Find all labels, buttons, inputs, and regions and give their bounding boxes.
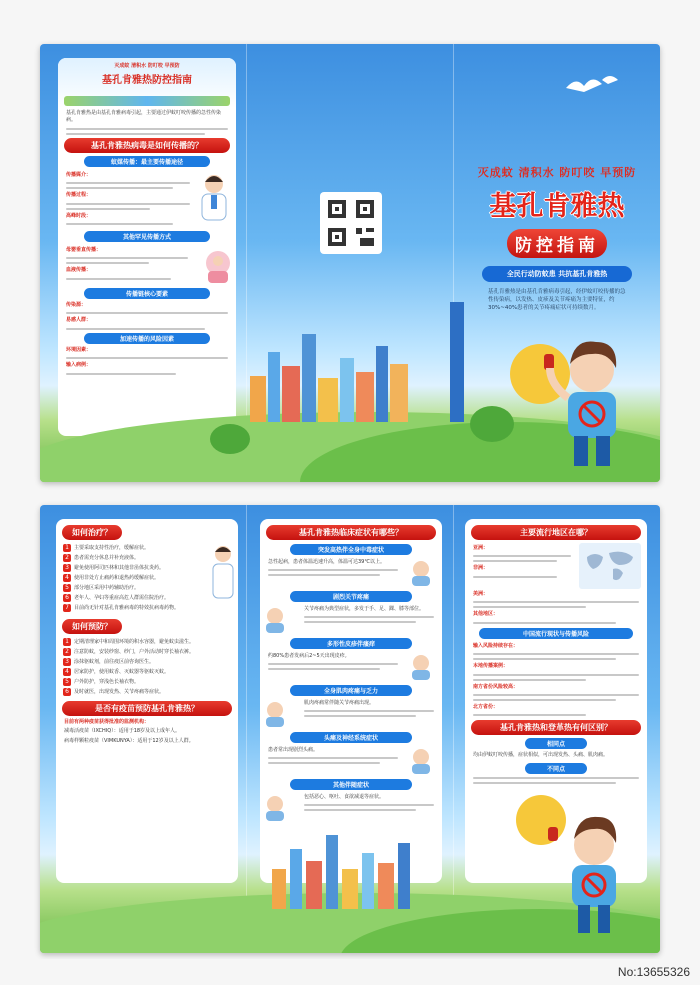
building bbox=[290, 849, 302, 909]
vaccine-item: 病毒样颗粒疫苗（VIMKUNYA）：适用于12岁及以上人群。 bbox=[64, 737, 194, 744]
text-with-figure bbox=[58, 170, 236, 228]
sub-heading: 其他罕见传播方式 bbox=[84, 231, 210, 242]
symptom-text: 患者常出现剧烈头痛。 bbox=[268, 747, 319, 753]
term-label: 环境因素： bbox=[66, 346, 92, 353]
term-label: 传染源： bbox=[66, 302, 87, 309]
treatment-list bbox=[56, 542, 208, 614]
world-map-illustration bbox=[579, 543, 641, 589]
symptom-text: 急性起病，患者体温迅速升高，体温可达39℃以上。 bbox=[268, 559, 385, 565]
patient-illustration bbox=[406, 745, 436, 775]
building bbox=[398, 843, 410, 909]
term-label: 传播媒介： bbox=[66, 171, 92, 178]
numbered-item bbox=[63, 594, 201, 602]
patient-illustration bbox=[260, 792, 290, 822]
numbered-item bbox=[63, 604, 201, 612]
term-label: 亚洲： bbox=[473, 545, 489, 551]
symptom-row bbox=[260, 557, 442, 587]
doctor-illustration bbox=[192, 170, 236, 224]
numbered-item bbox=[63, 648, 231, 656]
cover-content bbox=[472, 164, 642, 312]
doctor-illustration bbox=[208, 542, 238, 602]
building bbox=[376, 346, 388, 422]
building bbox=[318, 378, 338, 422]
dove-illustration bbox=[562, 70, 622, 106]
section-heading: 如何治疗？ bbox=[62, 525, 122, 540]
cover-tagline: 全民行动防蚊患 共抗基孔肯雅热 bbox=[482, 266, 632, 282]
symptom-row bbox=[260, 792, 442, 822]
mother-baby-illustration bbox=[196, 245, 236, 285]
term-label: 南方省份风险较高： bbox=[473, 683, 519, 690]
symptom-text: 关节疼痛为典型症状，多发于手、足、踝、膝等部位。 bbox=[304, 606, 425, 612]
term-label: 其他地区： bbox=[473, 611, 499, 618]
item-number: 2 bbox=[63, 554, 71, 562]
patient-illustration bbox=[406, 651, 436, 681]
section-heading: 基孔肯雅热病毒是如何传播的？ bbox=[64, 138, 230, 153]
fold-line bbox=[246, 505, 247, 953]
patient-illustration bbox=[260, 698, 290, 728]
prevention-list bbox=[56, 638, 238, 696]
item-number: 1 bbox=[63, 638, 71, 646]
sub-heading: 蚊媒传播：最主要传播途径 bbox=[84, 156, 210, 167]
building bbox=[356, 372, 374, 422]
section-heading: 基孔肯雅热和登革热有何区别？ bbox=[471, 720, 641, 735]
building bbox=[342, 869, 358, 909]
section-heading: 是否有疫苗预防基孔肯雅热？ bbox=[62, 701, 232, 716]
building bbox=[326, 835, 338, 909]
comparison-text: 均由伊蚊叮咬传播，症状相似，可出现发热、头痛、肌肉痛。 bbox=[473, 752, 609, 759]
numbered-item bbox=[63, 688, 231, 696]
numbered-item bbox=[63, 584, 201, 592]
item-number: 6 bbox=[63, 688, 71, 696]
building bbox=[378, 863, 394, 909]
symptom-row bbox=[260, 604, 442, 634]
numbered-item bbox=[63, 574, 201, 582]
sub-heading: 传播链核心要素 bbox=[84, 288, 210, 299]
building bbox=[340, 358, 354, 422]
term-label: 输入风险持续存在： bbox=[473, 642, 519, 649]
item-text: 及时就医，出现发热、关节疼痛等症状。 bbox=[74, 688, 165, 695]
item-text: 患者需充分休息并补充液体。 bbox=[74, 554, 140, 561]
building bbox=[306, 861, 322, 909]
item-number: 3 bbox=[63, 564, 71, 572]
numbered-item bbox=[63, 638, 231, 646]
item-text: 户外防护，穿浅色长袖衣物。 bbox=[74, 678, 140, 685]
symptom-heading: 其他伴随症状 bbox=[290, 779, 412, 790]
sub-heading: 不同点 bbox=[525, 763, 587, 774]
tree bbox=[210, 424, 250, 454]
numbered-item bbox=[63, 544, 201, 552]
boy-with-repellent-illustration bbox=[530, 328, 640, 478]
section-heading: 如何预防？ bbox=[62, 619, 122, 634]
info-panel-transmission bbox=[58, 58, 236, 436]
vaccine-item: 减毒活疫苗（IXCHIQ）：适用于18岁及以上成年人。 bbox=[64, 728, 181, 735]
sub-heading: 相同点 bbox=[525, 738, 587, 749]
term-label: 北方省份： bbox=[473, 704, 499, 711]
watermark-id: No:13655326 bbox=[617, 965, 690, 979]
cover-title: 基孔肯雅热 bbox=[489, 191, 625, 222]
symptom-text: 肌肉疼痛常伴随关节疼痛出现。 bbox=[304, 700, 375, 706]
tree bbox=[470, 406, 514, 442]
cover-subtitle: 防控指南 bbox=[507, 229, 607, 258]
item-text: 注意防蚊，安装纱窗、纱门，户外活动时穿长袖衣裤。 bbox=[74, 648, 195, 655]
item-number: 7 bbox=[63, 604, 71, 612]
numbered-item bbox=[63, 658, 231, 666]
building bbox=[250, 376, 266, 422]
item-text: 定期清理家中和周围环境的积水容器，避免蚊虫滋生。 bbox=[74, 638, 195, 645]
item-text: 居家防护，使用蚊香、灭蚊器等驱蚊灭蚊。 bbox=[74, 668, 170, 675]
symptom-row bbox=[260, 651, 442, 681]
item-text: 目前尚无针对基孔肯雅病毒的特效抗病毒药物。 bbox=[74, 604, 180, 611]
city-illustration bbox=[64, 96, 230, 106]
info-panel-symptoms bbox=[260, 519, 442, 883]
panel-intro: 基孔肯雅热是由基孔肯雅病毒引起，主要通过伊蚊叮咬传播的急性传染病。 bbox=[66, 110, 222, 124]
qr-code bbox=[320, 192, 382, 254]
panel-header bbox=[58, 58, 236, 108]
building bbox=[450, 302, 464, 422]
panel-slogan: 灭成蚊 清积水 防叮咬 早预防 bbox=[114, 63, 180, 69]
symptom-heading: 突发高热伴全身中毒症状 bbox=[290, 544, 412, 555]
info-panel-treatment bbox=[56, 519, 238, 883]
numbered-item bbox=[63, 668, 231, 676]
item-number: 4 bbox=[63, 668, 71, 676]
item-number: 5 bbox=[63, 584, 71, 592]
section-heading: 基孔肯雅热临床症状有哪些？ bbox=[266, 525, 436, 540]
sub-heading: 加速传播的风险因素 bbox=[84, 333, 210, 344]
text-block bbox=[66, 128, 228, 135]
term-label: 输入病例： bbox=[66, 362, 92, 369]
item-text: 避免使用阿司匹林和其他非甾体抗炎药。 bbox=[74, 564, 165, 571]
symptom-row bbox=[260, 698, 442, 728]
term-label: 易感人群： bbox=[66, 317, 92, 324]
symptom-heading: 多形性皮疹伴瘙痒 bbox=[290, 638, 412, 649]
building bbox=[302, 334, 316, 422]
item-number: 1 bbox=[63, 544, 71, 552]
boy-with-repellent-illustration bbox=[538, 805, 638, 945]
item-number: 4 bbox=[63, 574, 71, 582]
vaccine-heading: 目前有两种疫苗获得批准的监测机构： bbox=[64, 719, 150, 725]
footer-strip bbox=[0, 959, 700, 985]
term-label: 本地传播案例： bbox=[473, 663, 509, 670]
building bbox=[390, 364, 408, 422]
term-label: 美洲： bbox=[473, 591, 489, 597]
item-text: 部分地区采用中药辅助治疗。 bbox=[74, 584, 140, 591]
item-text: 主要采取支持性治疗，缓解症状。 bbox=[74, 544, 150, 551]
term-label: 传播过程： bbox=[66, 192, 92, 199]
symptom-heading: 剧烈关节疼痛 bbox=[290, 591, 412, 602]
patient-illustration bbox=[406, 557, 436, 587]
symptom-text: 约80%患者发病后2~5天出现皮疹。 bbox=[268, 653, 350, 659]
brochure-front bbox=[40, 44, 660, 482]
item-number: 3 bbox=[63, 658, 71, 666]
building bbox=[272, 869, 286, 909]
item-number: 2 bbox=[63, 648, 71, 656]
panel-title: 基孔肯雅热防控指南 bbox=[102, 75, 192, 86]
symptom-text: 包括恶心、呕吐、食欲减退等症状。 bbox=[304, 794, 385, 800]
symptom-heading: 全身肌肉疼痛与乏力 bbox=[290, 685, 412, 696]
cover-slogan: 灭成蚊 清积水 防叮咬 早预防 bbox=[477, 166, 637, 179]
term-label: 非洲： bbox=[473, 565, 489, 572]
numbered-item bbox=[63, 554, 201, 562]
building bbox=[282, 366, 300, 422]
brochure-back bbox=[40, 505, 660, 953]
term-label: 母婴垂直传播： bbox=[66, 247, 102, 254]
numbered-item bbox=[63, 564, 201, 572]
item-text: 老年人、孕妇等重症高危人群需住院治疗。 bbox=[74, 594, 170, 601]
cover-intro: 基孔肯雅热是由基孔肯雅病毒引起，经伊蚊叮咬传播的急性传染病，以发热、皮疹及关节疼痛为主要特征，约30%~40%患者的关节疼痛症状可持续数月。 bbox=[488, 289, 626, 311]
item-number: 6 bbox=[63, 594, 71, 602]
item-number: 5 bbox=[63, 678, 71, 686]
item-text: 使用非处方止痛药和退热药缓解症状。 bbox=[74, 574, 160, 581]
building bbox=[362, 853, 374, 909]
symptom-row bbox=[260, 745, 442, 775]
patient-illustration bbox=[260, 604, 290, 634]
term-label: 血液传播： bbox=[66, 267, 92, 274]
building bbox=[268, 352, 280, 422]
fold-line bbox=[453, 505, 454, 953]
section-heading: 主要流行地区在哪？ bbox=[471, 525, 641, 540]
sub-heading: 中国流行现状与传播风险 bbox=[479, 628, 633, 639]
symptom-list bbox=[260, 544, 442, 822]
symptom-heading: 头痛及神经系统症状 bbox=[290, 732, 412, 743]
item-text: 涂抹驱蚊剂，前往疫区前咨询医生。 bbox=[74, 658, 155, 665]
term-label: 高峰时段： bbox=[66, 212, 92, 219]
numbered-item bbox=[63, 678, 231, 686]
